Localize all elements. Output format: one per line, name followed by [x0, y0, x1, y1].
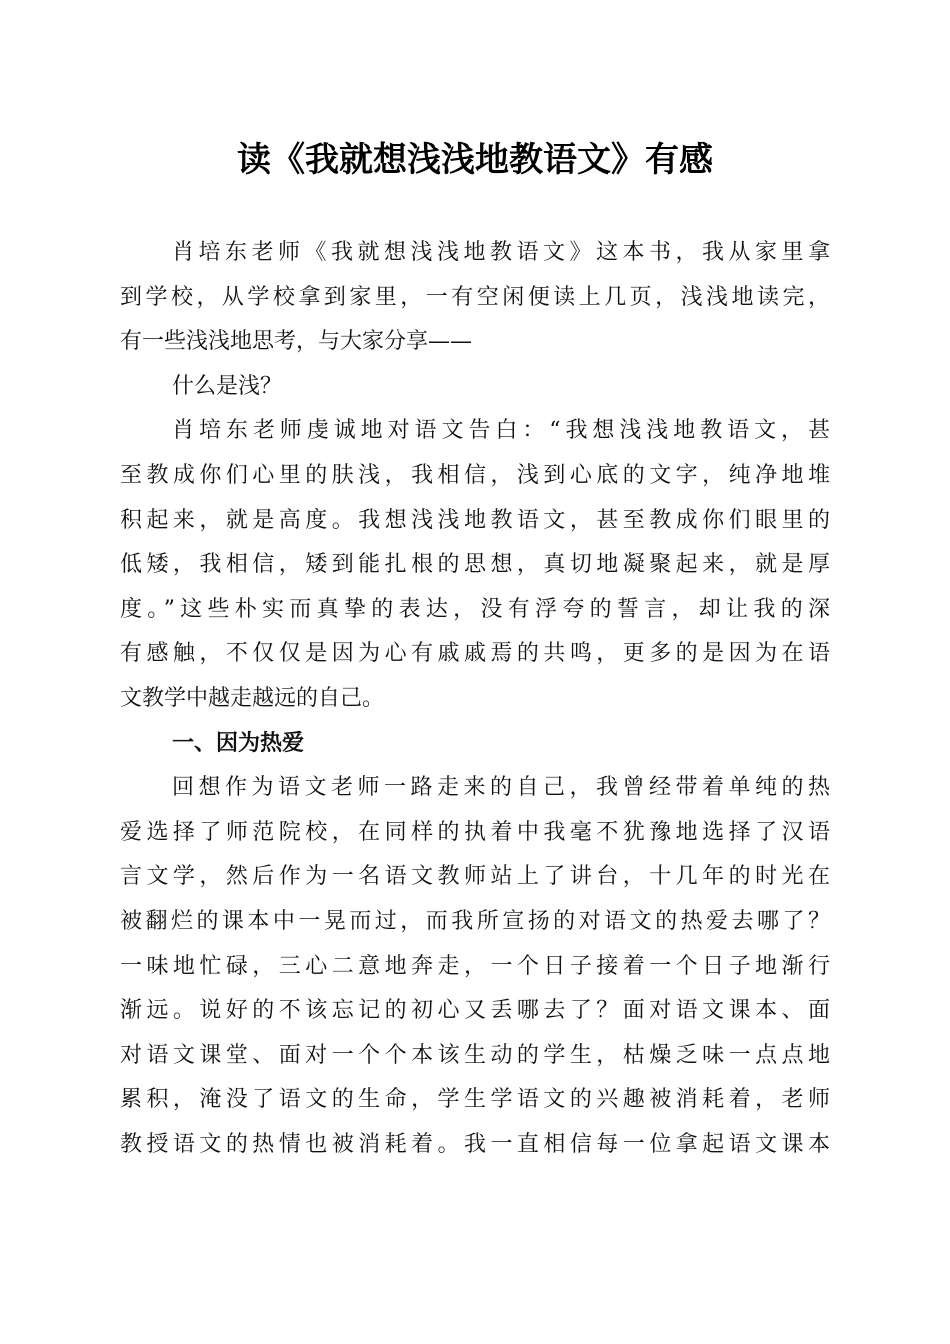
paragraph-line: 文教学中越走越远的自己。 [120, 686, 385, 711]
paragraph-line: 低矮，我相信，矮到能扎根的思想，真切地凝聚起来，就是厚 [120, 552, 830, 577]
paragraph-line: 有一些浅浅地思考，与大家分享—— [120, 329, 473, 354]
paragraph-line: 言文学，然后作为一名语文教师站上了讲台，十几年的时光在 [120, 864, 830, 889]
paragraph-line: 累积，淹没了语文的生命，学生学语文的兴趣被消耗着，老师 [120, 1087, 830, 1112]
paragraph-line: 一味地忙碌，三心二意地奔走，一个日子接着一个日子地渐行 [120, 954, 830, 979]
paragraph-line: 什么是浅？ [172, 374, 283, 399]
paragraph-line: 教授语文的热情也被消耗着。我一直相信每一位拿起语文课本 [120, 1132, 830, 1157]
paragraph-line: 到学校，从学校拿到家里，一有空闲便读上几页，浅浅地读完， [120, 285, 830, 310]
paragraph-line: 回想作为语文老师一路走来的自己，我曾经带着单纯的热 [172, 775, 830, 800]
paragraph-line: 肖培东老师《我就想浅浅地教语文》这本书，我从家里拿 [172, 240, 830, 265]
paragraph-line: 爱选择了师范院校，在同样的执着中我毫不犹豫地选择了汉语 [120, 820, 830, 845]
paragraph-line: 有感触，不仅仅是因为心有戚戚焉的共鸣，更多的是因为在语 [120, 641, 830, 666]
paragraph-line: 渐远。说好的不该忘记的初心又丢哪去了？面对语文课本、面 [120, 998, 830, 1023]
paragraph-line: 积起来，就是高度。我想浅浅地教语文，甚至教成你们眼里的 [120, 508, 830, 533]
section-heading: 一、因为热爱 [172, 731, 305, 756]
paragraph-line: 被翻烂的课本中一晃而过，而我所宣扬的对语文的热爱去哪了？ [120, 909, 830, 934]
document-title: 读《我就想浅浅地教语文》有感 [237, 140, 713, 180]
paragraph-line: 对语文课堂、面对一个个本该生动的学生，枯燥乏味一点点地 [120, 1043, 830, 1068]
paragraph-line: 至教成你们心里的肤浅，我相信，浅到心底的文字，纯净地堆 [120, 463, 830, 488]
paragraph-line: 肖培东老师虔诚地对语文告白：“我想浅浅地教语文，甚 [172, 418, 830, 443]
paragraph-line: 度。”这些朴实而真挚的表达，没有浮夸的誓言，却让我的深 [120, 597, 830, 622]
